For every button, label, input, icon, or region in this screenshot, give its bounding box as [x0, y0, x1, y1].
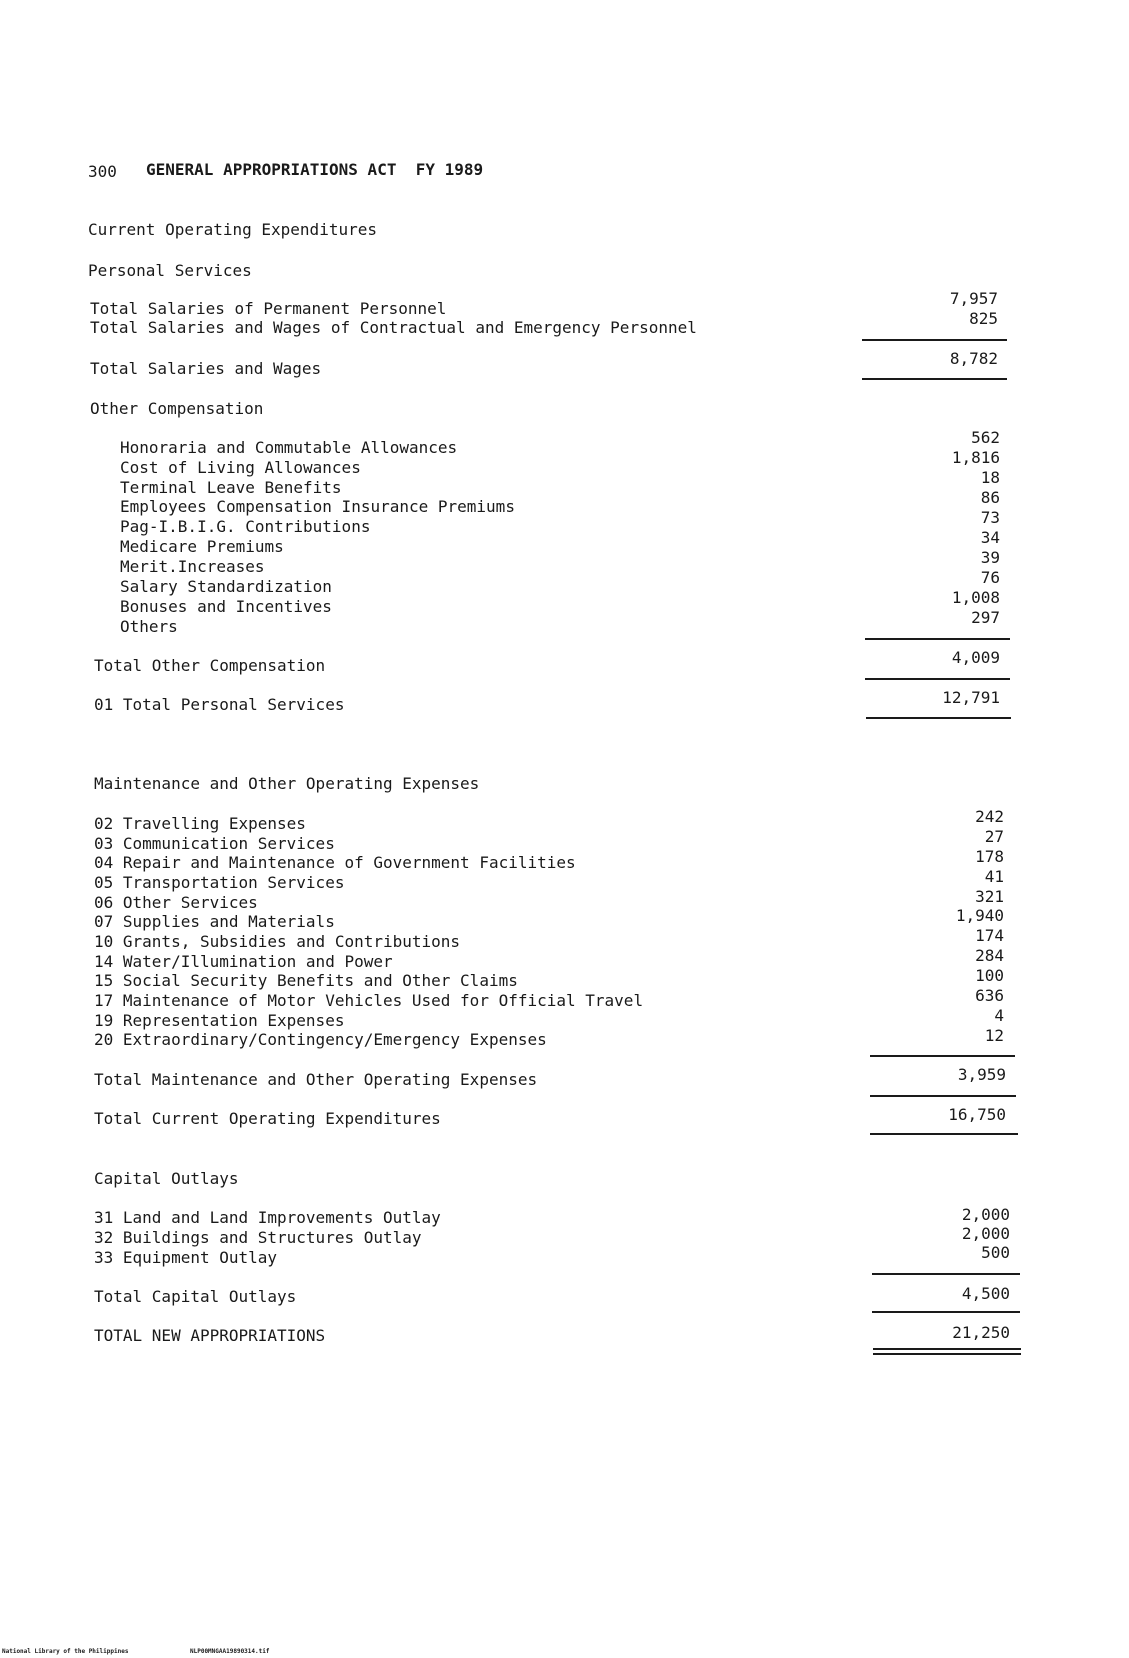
mooe-item-amount: 284: [975, 946, 1004, 965]
other-comp-amount: 34: [980, 528, 1000, 547]
capital-item-label: 33 Equipment Outlay: [94, 1248, 278, 1267]
salary-amount: 7,957: [949, 289, 998, 308]
total-other-comp-amount: 4,009: [951, 648, 1000, 667]
other-comp-label: Pag-I.B.I.G. Contributions: [120, 517, 371, 536]
mooe-item-label: 19 Representation Expenses: [94, 1011, 345, 1030]
total-salaries-amount: 8,782: [949, 349, 998, 368]
mooe-item-amount: 242: [975, 807, 1004, 826]
salary-label: Total Salaries and Wages of Contractual and Emergency Personnel: [90, 318, 697, 337]
mooe-item-amount: 41: [984, 867, 1004, 886]
mooe-item-amount: 636: [975, 986, 1004, 1005]
mooe-item-amount: 100: [975, 966, 1004, 985]
other-comp-label: Bonuses and Incentives: [120, 597, 332, 616]
other-comp-amount: 73: [980, 508, 1000, 527]
other-comp-amount: 76: [980, 568, 1000, 587]
mooe-item-label: 06 Other Services: [94, 893, 258, 912]
other-comp-amount: 18: [980, 468, 1000, 487]
subtotal-rule: [870, 1055, 1015, 1057]
salary-amount: 825: [969, 309, 998, 328]
other-comp-amount: 562: [971, 428, 1000, 447]
mooe-item-amount: 178: [975, 847, 1004, 866]
capital-item-label: 32 Buildings and Structures Outlay: [94, 1228, 422, 1247]
total-new-label: TOTAL NEW APPROPRIATIONS: [94, 1326, 326, 1345]
other-comp-amount: 39: [980, 548, 1000, 567]
mooe-item-label: 14 Water/Illumination and Power: [94, 952, 393, 971]
total-capital-label: Total Capital Outlays: [94, 1287, 297, 1306]
other-comp-label: Employees Compensation Insurance Premiums: [120, 497, 515, 516]
mooe-item-amount: 12: [984, 1026, 1004, 1045]
other-comp-amount: 86: [980, 488, 1000, 507]
mooe-item-label: 04 Repair and Maintenance of Government Facilities: [94, 853, 576, 872]
total-mooe-label: Total Maintenance and Other Operating Expenses: [94, 1070, 538, 1089]
other-comp-label: Honoraria and Commutable Allowances: [120, 438, 458, 457]
other-comp-label: Others: [120, 617, 178, 636]
footer-file: NLP00MNGAA19890314.tif: [190, 1648, 270, 1655]
section-mooe: Maintenance and Other Operating Expenses: [94, 774, 480, 793]
total-salaries-label: Total Salaries and Wages: [90, 359, 322, 378]
total-personal-label: 01 Total Personal Services: [94, 695, 345, 714]
mooe-item-label: 03 Communication Services: [94, 834, 335, 853]
total-current-label: Total Current Operating Expenditures: [94, 1109, 441, 1128]
other-comp-label: Salary Standardization: [120, 577, 332, 596]
capital-item-label: 31 Land and Land Improvements Outlay: [94, 1208, 441, 1227]
mooe-item-amount: 321: [975, 887, 1004, 906]
section-current-operating: Current Operating Expenditures: [88, 220, 377, 239]
other-comp-label: Medicare Premiums: [120, 537, 284, 556]
mooe-item-label: 05 Transportation Services: [94, 873, 345, 892]
total-capital-amount: 4,500: [961, 1284, 1010, 1303]
capital-item-amount: 500: [981, 1243, 1010, 1262]
mooe-item-amount: 1,940: [955, 906, 1004, 925]
total-rule: [866, 717, 1011, 719]
total-other-comp-label: Total Other Compensation: [94, 656, 326, 675]
mooe-item-amount: 27: [984, 827, 1004, 846]
capital-item-amount: 2,000: [961, 1224, 1010, 1243]
total-rule: [870, 1133, 1018, 1135]
mooe-item-amount: 4: [994, 1006, 1004, 1025]
double-rule-bottom: [873, 1353, 1021, 1355]
footer-library: National Library of the Philippines: [2, 1648, 129, 1655]
other-comp-label: Cost of Living Allowances: [120, 458, 361, 477]
subtotal-rule: [865, 638, 1010, 640]
other-comp-amount: 1,008: [951, 588, 1000, 607]
other-comp-label: Terminal Leave Benefits: [120, 478, 342, 497]
salary-label: Total Salaries of Permanent Personnel: [90, 299, 447, 318]
subtotal-rule: [862, 339, 1007, 341]
mooe-item-label: 07 Supplies and Materials: [94, 912, 335, 931]
mooe-item-label: 17 Maintenance of Motor Vehicles Used for Official Travel: [94, 991, 644, 1010]
total-current-amount: 16,750: [948, 1105, 1006, 1124]
total-personal-amount: 12,791: [942, 688, 1000, 707]
section-other-compensation: Other Compensation: [90, 399, 264, 418]
subtotal-rule: [865, 678, 1010, 680]
total-mooe-amount: 3,959: [957, 1065, 1006, 1084]
mooe-item-label: 02 Travelling Expenses: [94, 814, 306, 833]
other-comp-amount: 1,816: [951, 448, 1000, 467]
section-capital-outlays: Capital Outlays: [94, 1169, 239, 1188]
total-new-amount: 21,250: [952, 1323, 1010, 1342]
double-rule-top: [873, 1348, 1021, 1350]
other-comp-amount: 297: [971, 608, 1000, 627]
page-title: GENERAL APPROPRIATIONS ACT FY 1989: [146, 160, 484, 179]
subtotal-rule: [872, 1311, 1020, 1313]
mooe-item-amount: 174: [975, 926, 1004, 945]
other-comp-label: Merit.Increases: [120, 557, 265, 576]
total-rule: [862, 378, 1007, 380]
capital-item-amount: 2,000: [961, 1205, 1010, 1224]
mooe-item-label: 10 Grants, Subsidies and Contributions: [94, 932, 461, 951]
subtotal-rule: [870, 1095, 1016, 1097]
mooe-item-label: 20 Extraordinary/Contingency/Emergency Expenses: [94, 1030, 547, 1049]
subtotal-rule: [872, 1273, 1020, 1275]
page-number: 300: [88, 162, 117, 181]
mooe-item-label: 15 Social Security Benefits and Other Claims: [94, 971, 518, 990]
section-personal-services: Personal Services: [88, 261, 252, 280]
